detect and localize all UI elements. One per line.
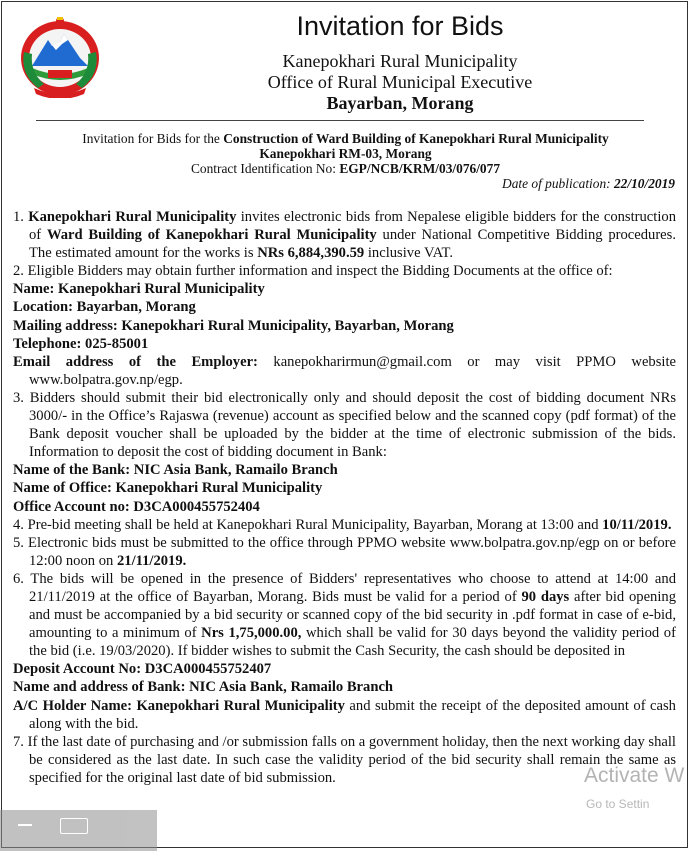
mailing-address: Mailing address: Kanepokhari Rural Municipality, Bayarban, Morang: [13, 317, 454, 334]
project-location: Kanepokhari RM-03, Morang: [259, 146, 432, 161]
paragraph-text: and submit the receipt of the deposited amount of cash along with the bid.: [29, 697, 676, 732]
validity-period: 90 days: [521, 588, 570, 605]
deposit-account: Deposit Account No: D3CA000455752407: [13, 661, 272, 678]
telephone: Telephone: 025-85001: [13, 335, 149, 352]
page-icon[interactable]: [60, 818, 88, 834]
publication-date: [502, 176, 675, 192]
publication-label: Date of publication:: [502, 176, 614, 191]
contract-number: EGP/NCB/KRM/03/076/077: [339, 161, 501, 176]
project-name: Construction of Ward Building of Kanepokhari Rural Municipality: [223, 131, 609, 146]
paragraph-text: after bid opening and must be accompanied by a bid security or scanned copy of the bid security in .pdf format in case of e-bid, amounting to a minimum of: [29, 588, 677, 642]
header-divider: [36, 120, 644, 121]
deposit-bank: Name and address of Bank: NIC Asia Bank, Ramailo Branch: [13, 679, 394, 696]
activation-watermark-subtext: Go to Settin: [586, 797, 650, 811]
employer-name: Kanepokhari Rural Municipality: [28, 209, 237, 225]
org-location: Bayarban, Morang: [326, 93, 474, 113]
email-label: Email address of the Employer:: [13, 353, 258, 370]
bid-security-amount: Nrs 1,75,000.00,: [201, 625, 302, 642]
paragraph-text: invites electronic bids from Nepalese eligible bidders for the construction of: [29, 209, 676, 244]
page-title: Invitation for Bids: [296, 11, 504, 41]
office-name: Name: Kanepokhari Rural Municipality: [13, 281, 265, 298]
paragraph-text: which shall be valid for 30 days beyond the validity period of the bid (i.e. 19/03/2020). If bidder wishes to submit the Cash Security, the cash should be deposited in: [29, 625, 676, 660]
intro-line: [0, 131, 691, 146]
viewer-toolbar[interactable]: [0, 810, 157, 851]
paragraph-4: [13, 516, 676, 534]
works-name: Ward Building of Kanepokhari Rural Municipality: [46, 227, 377, 244]
paragraph-text: 5. Electronic bids must be submitted to the office through PPMO website www.bolpatra.gov.np/egp on or before 12:00 noon on: [13, 534, 676, 569]
prebid-date: 10/11/2019.: [602, 516, 672, 533]
org-name: Kanepokhari Rural Municipality: [282, 51, 518, 71]
paragraph-number: 1.: [13, 209, 29, 225]
office-account-name: Name of Office: Kanepokhari Rural Municipality: [13, 480, 323, 497]
paragraph-text: 6. The bids will be opened in the presence of Bidders' representatives who choose to attend at 14:00 and 21/11/2019 at the office of Bayarban, Morang. Bids must be valid for a period of: [13, 570, 676, 605]
account-holder: A/C Holder Name: Kanepokhari Rural Municipality: [13, 697, 345, 714]
email-text: kanepokharirmun@gmail.com or may visit PPMO website www.bolpatra.gov.np/egp.: [29, 353, 676, 388]
email-line: [13, 353, 676, 389]
org-office: Office of Rural Municipal Executive: [267, 72, 533, 92]
paragraph-text: under National Competitive Bidding procedures. The estimated amount for the works is: [29, 227, 676, 262]
office-location: Location: Bayarban, Morang: [13, 299, 196, 316]
intro-prefix: Invitation for Bids for the: [82, 131, 224, 146]
contract-id-line: [0, 161, 691, 176]
activation-watermark: Activate W: [584, 764, 685, 787]
paragraph-5: [13, 534, 676, 570]
submission-date: 21/11/2019.: [116, 552, 187, 569]
paragraph-2: 2. Eligible Bidders may obtain further information and inspect the Bidding Documents at the office of:: [13, 263, 613, 280]
nepal-emblem-logo: [18, 14, 102, 98]
paragraph-3: 3. Bidders should submit their bid electronically only and should deposit the cost of bidding document NRs 3000/- in the Office’s Rajaswa (revenue) account as specified below and the scanned copy (pdf format) of the Bank deposit voucher shall be uploaded by the bidder at the time of electronic submission of the bids. Information to deposit the cost of bidding document in Bank:: [13, 389, 676, 461]
paragraph-6: [13, 570, 676, 660]
document-body: [13, 208, 676, 787]
publication-date-value: 22/10/2019: [613, 176, 675, 191]
paragraph-text: inclusive VAT.: [364, 245, 453, 262]
minus-icon[interactable]: [18, 824, 32, 826]
paragraph-1: [13, 208, 676, 262]
account-holder-line: [13, 697, 676, 733]
contract-label: Contract Identification No:: [190, 161, 340, 176]
paragraph-7: 7. If the last date of purchasing and /or submission falls on a government holiday, then the next working day shall be considered as the last date. In such case the validity period of the bid security shall remain the same as specified for the original last date of bid submission.: [13, 733, 676, 786]
paragraph-text: 4. Pre-bid meeting shall be held at Kanepokhari Rural Municipality, Bayarban, Morang at 13:00 and: [13, 516, 603, 533]
bank-name: Name of the Bank: NIC Asia Bank, Ramailo Branch: [13, 462, 338, 479]
estimated-amount: NRs 6,884,390.59: [257, 245, 365, 262]
office-account-number: Office Account no: D3CA000455752404: [13, 498, 260, 515]
